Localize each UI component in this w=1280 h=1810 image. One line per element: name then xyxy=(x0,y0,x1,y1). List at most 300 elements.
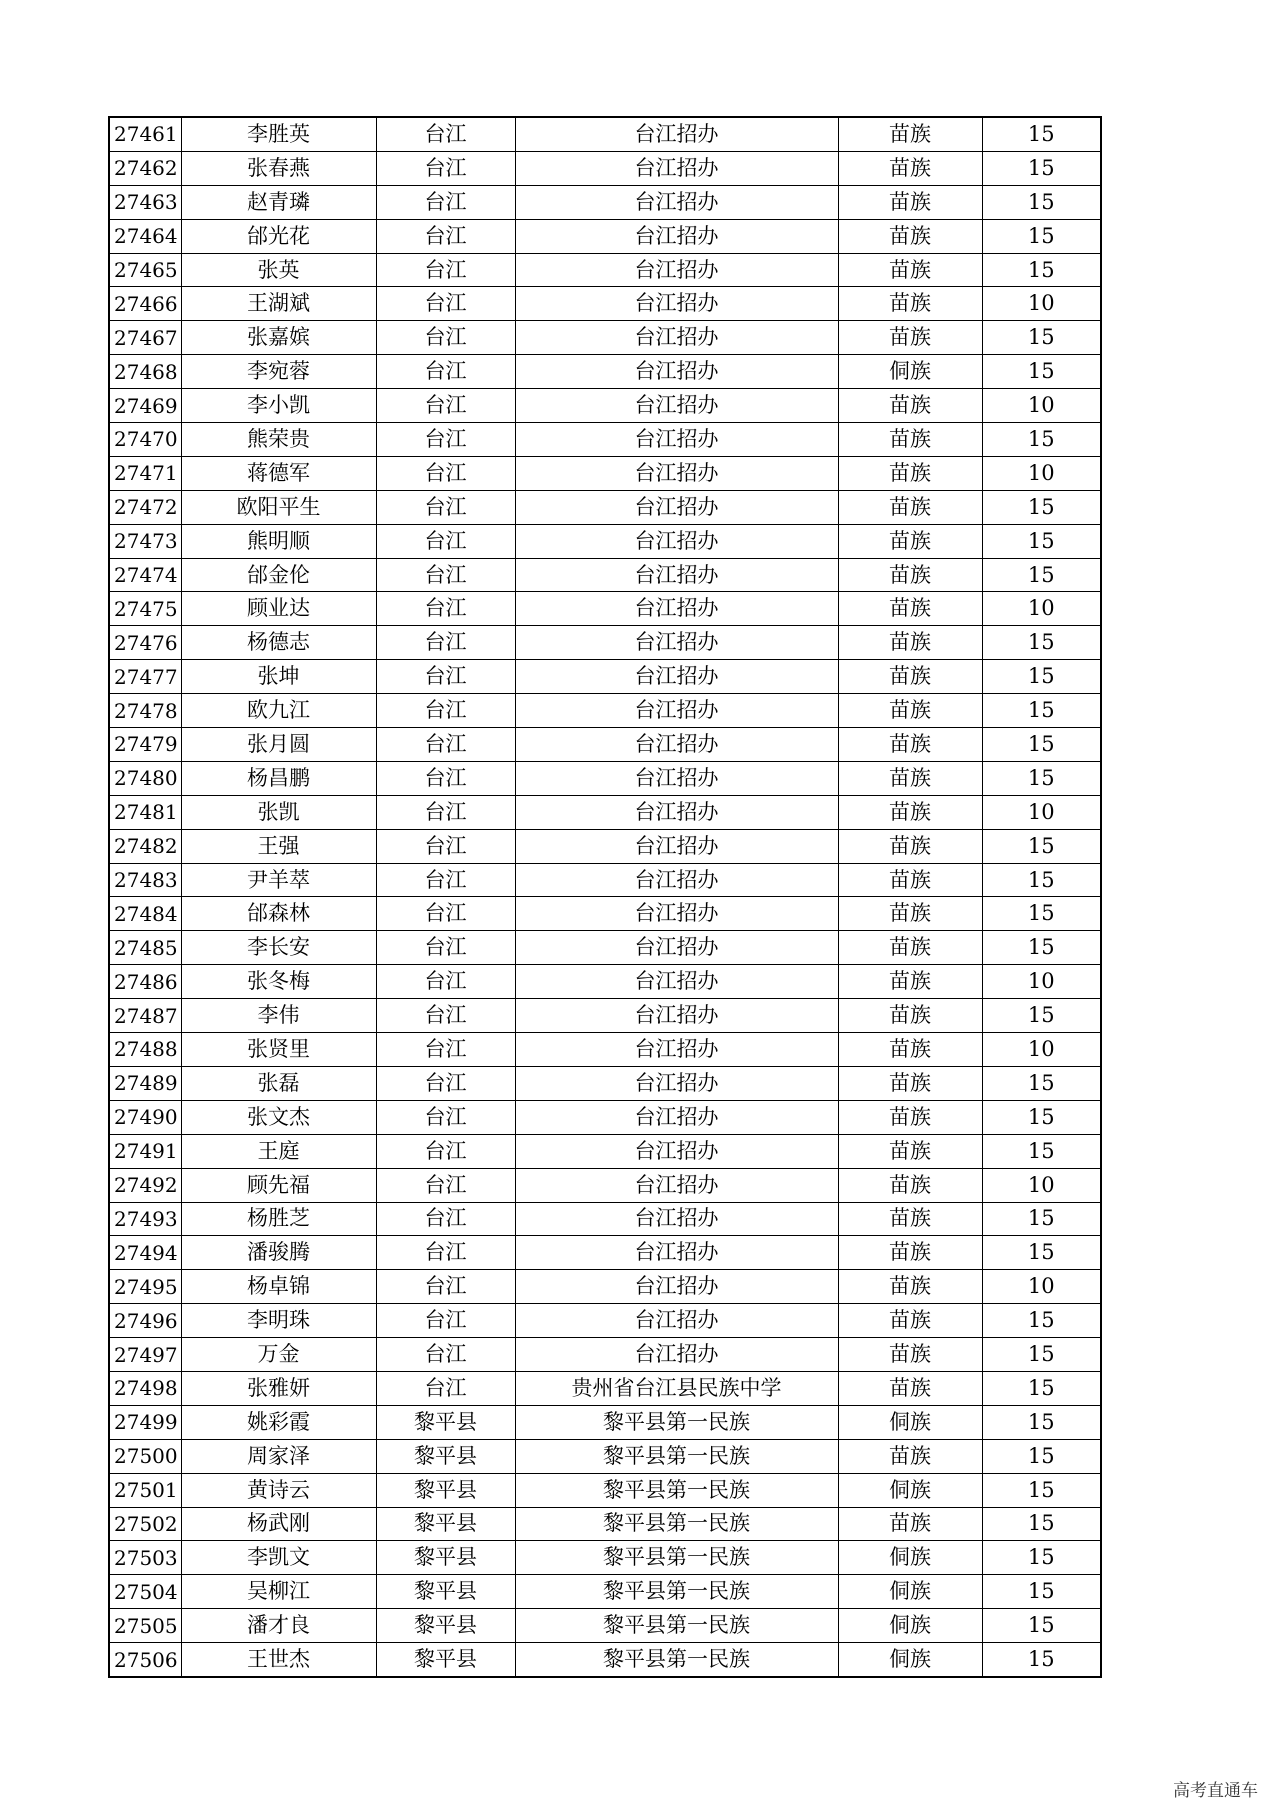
id-cell: 27489 xyxy=(109,1066,181,1100)
ethnicity-cell: 苗族 xyxy=(838,931,982,965)
school-cell: 黎平县第一民族 xyxy=(515,1575,838,1609)
school-cell: 台江招办 xyxy=(515,1202,838,1236)
region-cell: 黎平县 xyxy=(376,1473,515,1507)
name-cell: 吴柳江 xyxy=(181,1575,376,1609)
name-cell: 潘骏腾 xyxy=(181,1236,376,1270)
table-row xyxy=(109,1033,1101,1067)
table-row xyxy=(109,490,1101,524)
points-cell: 15 xyxy=(982,1338,1101,1372)
ethnicity-cell: 苗族 xyxy=(838,1304,982,1338)
table-row xyxy=(109,185,1101,219)
points-cell: 15 xyxy=(982,931,1101,965)
school-cell: 台江招办 xyxy=(515,253,838,287)
region-cell: 台江 xyxy=(376,490,515,524)
school-cell: 台江招办 xyxy=(515,863,838,897)
school-cell: 台江招办 xyxy=(515,1338,838,1372)
name-cell: 顾业达 xyxy=(181,592,376,626)
ethnicity-cell: 苗族 xyxy=(838,829,982,863)
ethnicity-cell: 苗族 xyxy=(838,423,982,457)
name-cell: 熊明顺 xyxy=(181,524,376,558)
table-row xyxy=(109,1473,1101,1507)
region-cell: 台江 xyxy=(376,423,515,457)
ethnicity-cell: 苗族 xyxy=(838,1270,982,1304)
name-cell: 李长安 xyxy=(181,931,376,965)
table-row xyxy=(109,253,1101,287)
table-row xyxy=(109,117,1101,151)
id-cell: 27496 xyxy=(109,1304,181,1338)
points-cell: 15 xyxy=(982,1575,1101,1609)
points-cell: 15 xyxy=(982,490,1101,524)
points-cell: 15 xyxy=(982,1609,1101,1643)
ethnicity-cell: 苗族 xyxy=(838,117,982,151)
region-cell: 台江 xyxy=(376,1371,515,1405)
id-cell: 27500 xyxy=(109,1439,181,1473)
name-cell: 张雅妍 xyxy=(181,1371,376,1405)
school-cell: 黎平县第一民族 xyxy=(515,1507,838,1541)
name-cell: 李伟 xyxy=(181,999,376,1033)
school-cell: 黎平县第一民族 xyxy=(515,1643,838,1677)
region-cell: 台江 xyxy=(376,219,515,253)
school-cell: 台江招办 xyxy=(515,761,838,795)
region-cell: 台江 xyxy=(376,965,515,999)
points-cell: 15 xyxy=(982,423,1101,457)
name-cell: 万金 xyxy=(181,1338,376,1372)
school-cell: 台江招办 xyxy=(515,558,838,592)
region-cell: 台江 xyxy=(376,999,515,1033)
name-cell: 张月圆 xyxy=(181,728,376,762)
ethnicity-cell: 苗族 xyxy=(838,1439,982,1473)
points-cell: 15 xyxy=(982,626,1101,660)
points-cell: 15 xyxy=(982,151,1101,185)
points-cell: 15 xyxy=(982,185,1101,219)
region-cell: 黎平县 xyxy=(376,1609,515,1643)
points-cell: 15 xyxy=(982,999,1101,1033)
id-cell: 27506 xyxy=(109,1643,181,1677)
region-cell: 台江 xyxy=(376,117,515,151)
points-cell: 10 xyxy=(982,965,1101,999)
ethnicity-cell: 侗族 xyxy=(838,1473,982,1507)
points-cell: 15 xyxy=(982,1304,1101,1338)
id-cell: 27465 xyxy=(109,253,181,287)
points-cell: 15 xyxy=(982,1100,1101,1134)
school-cell: 台江招办 xyxy=(515,1100,838,1134)
table-row xyxy=(109,694,1101,728)
id-cell: 27464 xyxy=(109,219,181,253)
points-cell: 15 xyxy=(982,694,1101,728)
table-row xyxy=(109,1100,1101,1134)
name-cell: 邰金伦 xyxy=(181,558,376,592)
points-cell: 10 xyxy=(982,1270,1101,1304)
name-cell: 邰光花 xyxy=(181,219,376,253)
id-cell: 27467 xyxy=(109,321,181,355)
name-cell: 顾先福 xyxy=(181,1168,376,1202)
id-cell: 27478 xyxy=(109,694,181,728)
points-cell: 15 xyxy=(982,558,1101,592)
school-cell: 台江招办 xyxy=(515,660,838,694)
points-cell: 10 xyxy=(982,389,1101,423)
ethnicity-cell: 苗族 xyxy=(838,1100,982,1134)
region-cell: 台江 xyxy=(376,355,515,389)
id-cell: 27475 xyxy=(109,592,181,626)
ethnicity-cell: 苗族 xyxy=(838,1033,982,1067)
points-cell: 15 xyxy=(982,1643,1101,1677)
name-cell: 杨昌鹏 xyxy=(181,761,376,795)
table-row xyxy=(109,728,1101,762)
table-row xyxy=(109,1168,1101,1202)
school-cell: 台江招办 xyxy=(515,1236,838,1270)
region-cell: 台江 xyxy=(376,626,515,660)
ethnicity-cell: 苗族 xyxy=(838,456,982,490)
id-cell: 27483 xyxy=(109,863,181,897)
school-cell: 台江招办 xyxy=(515,151,838,185)
points-cell: 15 xyxy=(982,355,1101,389)
id-cell: 27499 xyxy=(109,1405,181,1439)
name-cell: 周家泽 xyxy=(181,1439,376,1473)
points-cell: 10 xyxy=(982,592,1101,626)
school-cell: 台江招办 xyxy=(515,490,838,524)
table-body xyxy=(109,117,1101,1677)
ethnicity-cell: 苗族 xyxy=(838,660,982,694)
ethnicity-cell: 苗族 xyxy=(838,253,982,287)
name-cell: 李明珠 xyxy=(181,1304,376,1338)
region-cell: 台江 xyxy=(376,456,515,490)
region-cell: 台江 xyxy=(376,761,515,795)
points-cell: 15 xyxy=(982,863,1101,897)
id-cell: 27504 xyxy=(109,1575,181,1609)
points-cell: 15 xyxy=(982,321,1101,355)
table-row xyxy=(109,1338,1101,1372)
points-cell: 10 xyxy=(982,1033,1101,1067)
id-cell: 27501 xyxy=(109,1473,181,1507)
region-cell: 台江 xyxy=(376,321,515,355)
id-cell: 27472 xyxy=(109,490,181,524)
points-cell: 15 xyxy=(982,660,1101,694)
ethnicity-cell: 侗族 xyxy=(838,355,982,389)
school-cell: 台江招办 xyxy=(515,423,838,457)
region-cell: 台江 xyxy=(376,795,515,829)
name-cell: 李宛蓉 xyxy=(181,355,376,389)
points-cell: 15 xyxy=(982,1236,1101,1270)
points-cell: 15 xyxy=(982,728,1101,762)
id-cell: 27497 xyxy=(109,1338,181,1372)
table-row xyxy=(109,999,1101,1033)
points-cell: 10 xyxy=(982,456,1101,490)
name-cell: 李小凯 xyxy=(181,389,376,423)
region-cell: 台江 xyxy=(376,1338,515,1372)
points-cell: 15 xyxy=(982,1371,1101,1405)
region-cell: 黎平县 xyxy=(376,1439,515,1473)
name-cell: 张磊 xyxy=(181,1066,376,1100)
id-cell: 27474 xyxy=(109,558,181,592)
table-row xyxy=(109,1541,1101,1575)
name-cell: 张文杰 xyxy=(181,1100,376,1134)
school-cell: 台江招办 xyxy=(515,1066,838,1100)
ethnicity-cell: 苗族 xyxy=(838,1066,982,1100)
region-cell: 台江 xyxy=(376,829,515,863)
name-cell: 李胜英 xyxy=(181,117,376,151)
table-row xyxy=(109,592,1101,626)
points-cell: 15 xyxy=(982,1507,1101,1541)
ethnicity-cell: 苗族 xyxy=(838,1134,982,1168)
table-row xyxy=(109,1134,1101,1168)
name-cell: 杨胜芝 xyxy=(181,1202,376,1236)
id-cell: 27469 xyxy=(109,389,181,423)
table-row xyxy=(109,1371,1101,1405)
name-cell: 赵青璘 xyxy=(181,185,376,219)
ethnicity-cell: 苗族 xyxy=(838,626,982,660)
region-cell: 黎平县 xyxy=(376,1405,515,1439)
name-cell: 张凯 xyxy=(181,795,376,829)
school-cell: 台江招办 xyxy=(515,1304,838,1338)
table-row xyxy=(109,897,1101,931)
region-cell: 台江 xyxy=(376,524,515,558)
region-cell: 台江 xyxy=(376,1236,515,1270)
id-cell: 27493 xyxy=(109,1202,181,1236)
points-cell: 15 xyxy=(982,524,1101,558)
points-cell: 15 xyxy=(982,219,1101,253)
ethnicity-cell: 苗族 xyxy=(838,999,982,1033)
id-cell: 27495 xyxy=(109,1270,181,1304)
name-cell: 姚彩霞 xyxy=(181,1405,376,1439)
region-cell: 黎平县 xyxy=(376,1507,515,1541)
id-cell: 27492 xyxy=(109,1168,181,1202)
id-cell: 27468 xyxy=(109,355,181,389)
id-cell: 27479 xyxy=(109,728,181,762)
school-cell: 台江招办 xyxy=(515,219,838,253)
points-cell: 10 xyxy=(982,287,1101,321)
id-cell: 27486 xyxy=(109,965,181,999)
points-cell: 15 xyxy=(982,1473,1101,1507)
school-cell: 台江招办 xyxy=(515,1270,838,1304)
table-row xyxy=(109,389,1101,423)
school-cell: 台江招办 xyxy=(515,626,838,660)
school-cell: 台江招办 xyxy=(515,829,838,863)
school-cell: 台江招办 xyxy=(515,287,838,321)
region-cell: 台江 xyxy=(376,1202,515,1236)
school-cell: 台江招办 xyxy=(515,965,838,999)
points-cell: 15 xyxy=(982,1134,1101,1168)
region-cell: 台江 xyxy=(376,931,515,965)
id-cell: 27461 xyxy=(109,117,181,151)
ethnicity-cell: 苗族 xyxy=(838,694,982,728)
table-row xyxy=(109,151,1101,185)
table-row xyxy=(109,1202,1101,1236)
table-row xyxy=(109,1270,1101,1304)
name-cell: 张冬梅 xyxy=(181,965,376,999)
name-cell: 张贤里 xyxy=(181,1033,376,1067)
school-cell: 台江招办 xyxy=(515,524,838,558)
ethnicity-cell: 苗族 xyxy=(838,795,982,829)
points-cell: 15 xyxy=(982,1202,1101,1236)
id-cell: 27488 xyxy=(109,1033,181,1067)
table-row xyxy=(109,423,1101,457)
ethnicity-cell: 侗族 xyxy=(838,1541,982,1575)
id-cell: 27463 xyxy=(109,185,181,219)
table-row xyxy=(109,1643,1101,1677)
name-cell: 潘才良 xyxy=(181,1609,376,1643)
ethnicity-cell: 苗族 xyxy=(838,1168,982,1202)
points-cell: 15 xyxy=(982,1405,1101,1439)
id-cell: 27480 xyxy=(109,761,181,795)
region-cell: 台江 xyxy=(376,558,515,592)
school-cell: 台江招办 xyxy=(515,1168,838,1202)
ethnicity-cell: 苗族 xyxy=(838,965,982,999)
school-cell: 台江招办 xyxy=(515,185,838,219)
region-cell: 台江 xyxy=(376,897,515,931)
table-row xyxy=(109,355,1101,389)
id-cell: 27477 xyxy=(109,660,181,694)
ethnicity-cell: 苗族 xyxy=(838,1202,982,1236)
region-cell: 台江 xyxy=(376,1168,515,1202)
school-cell: 台江招办 xyxy=(515,1033,838,1067)
id-cell: 27490 xyxy=(109,1100,181,1134)
table-row xyxy=(109,524,1101,558)
ethnicity-cell: 侗族 xyxy=(838,1643,982,1677)
name-cell: 张嘉嫔 xyxy=(181,321,376,355)
region-cell: 台江 xyxy=(376,694,515,728)
school-cell: 黎平县第一民族 xyxy=(515,1541,838,1575)
table-row xyxy=(109,863,1101,897)
school-cell: 台江招办 xyxy=(515,897,838,931)
table-row xyxy=(109,1236,1101,1270)
ethnicity-cell: 苗族 xyxy=(838,1507,982,1541)
school-cell: 台江招办 xyxy=(515,355,838,389)
id-cell: 27473 xyxy=(109,524,181,558)
name-cell: 张英 xyxy=(181,253,376,287)
ethnicity-cell: 苗族 xyxy=(838,389,982,423)
table-row xyxy=(109,321,1101,355)
table-row xyxy=(109,1304,1101,1338)
points-cell: 15 xyxy=(982,253,1101,287)
points-cell: 15 xyxy=(982,1439,1101,1473)
id-cell: 27462 xyxy=(109,151,181,185)
name-cell: 王庭 xyxy=(181,1134,376,1168)
ethnicity-cell: 苗族 xyxy=(838,490,982,524)
school-cell: 贵州省台江县民族中学 xyxy=(515,1371,838,1405)
region-cell: 黎平县 xyxy=(376,1541,515,1575)
region-cell: 黎平县 xyxy=(376,1575,515,1609)
id-cell: 27491 xyxy=(109,1134,181,1168)
points-cell: 15 xyxy=(982,1066,1101,1100)
name-cell: 杨武刚 xyxy=(181,1507,376,1541)
name-cell: 王世杰 xyxy=(181,1643,376,1677)
ethnicity-cell: 苗族 xyxy=(838,761,982,795)
school-cell: 台江招办 xyxy=(515,795,838,829)
score-table xyxy=(108,116,1102,1678)
id-cell: 27471 xyxy=(109,456,181,490)
id-cell: 27502 xyxy=(109,1507,181,1541)
table-row xyxy=(109,795,1101,829)
footer-brand: 高考直通车 xyxy=(1173,1781,1258,1801)
table-row xyxy=(109,660,1101,694)
table-row xyxy=(109,1609,1101,1643)
id-cell: 27484 xyxy=(109,897,181,931)
table-row xyxy=(109,931,1101,965)
points-cell: 15 xyxy=(982,1541,1101,1575)
points-cell: 15 xyxy=(982,117,1101,151)
id-cell: 27505 xyxy=(109,1609,181,1643)
school-cell: 台江招办 xyxy=(515,1134,838,1168)
region-cell: 台江 xyxy=(376,253,515,287)
name-cell: 熊荣贵 xyxy=(181,423,376,457)
name-cell: 张坤 xyxy=(181,660,376,694)
school-cell: 台江招办 xyxy=(515,321,838,355)
region-cell: 台江 xyxy=(376,1304,515,1338)
ethnicity-cell: 苗族 xyxy=(838,897,982,931)
region-cell: 台江 xyxy=(376,660,515,694)
school-cell: 台江招办 xyxy=(515,694,838,728)
table-row xyxy=(109,761,1101,795)
school-cell: 台江招办 xyxy=(515,931,838,965)
ethnicity-cell: 苗族 xyxy=(838,287,982,321)
ethnicity-cell: 苗族 xyxy=(838,185,982,219)
id-cell: 27482 xyxy=(109,829,181,863)
ethnicity-cell: 侗族 xyxy=(838,1405,982,1439)
table-row xyxy=(109,558,1101,592)
region-cell: 台江 xyxy=(376,151,515,185)
school-cell: 台江招办 xyxy=(515,592,838,626)
table-row xyxy=(109,829,1101,863)
ethnicity-cell: 苗族 xyxy=(838,863,982,897)
id-cell: 27481 xyxy=(109,795,181,829)
region-cell: 台江 xyxy=(376,389,515,423)
table-row xyxy=(109,1507,1101,1541)
ethnicity-cell: 苗族 xyxy=(838,151,982,185)
ethnicity-cell: 苗族 xyxy=(838,728,982,762)
ethnicity-cell: 苗族 xyxy=(838,1338,982,1372)
region-cell: 台江 xyxy=(376,592,515,626)
region-cell: 台江 xyxy=(376,728,515,762)
name-cell: 杨德志 xyxy=(181,626,376,660)
region-cell: 台江 xyxy=(376,863,515,897)
table-row xyxy=(109,287,1101,321)
id-cell: 27466 xyxy=(109,287,181,321)
name-cell: 欧阳平生 xyxy=(181,490,376,524)
points-cell: 15 xyxy=(982,897,1101,931)
region-cell: 台江 xyxy=(376,1066,515,1100)
school-cell: 黎平县第一民族 xyxy=(515,1439,838,1473)
table-row xyxy=(109,1405,1101,1439)
ethnicity-cell: 苗族 xyxy=(838,524,982,558)
points-cell: 15 xyxy=(982,761,1101,795)
region-cell: 黎平县 xyxy=(376,1643,515,1677)
points-cell: 15 xyxy=(982,829,1101,863)
ethnicity-cell: 侗族 xyxy=(838,1575,982,1609)
table-row xyxy=(109,965,1101,999)
points-cell: 10 xyxy=(982,795,1101,829)
school-cell: 台江招办 xyxy=(515,456,838,490)
school-cell: 台江招办 xyxy=(515,117,838,151)
school-cell: 黎平县第一民族 xyxy=(515,1609,838,1643)
school-cell: 台江招办 xyxy=(515,728,838,762)
name-cell: 杨卓锦 xyxy=(181,1270,376,1304)
school-cell: 台江招办 xyxy=(515,999,838,1033)
ethnicity-cell: 苗族 xyxy=(838,592,982,626)
name-cell: 尹羊萃 xyxy=(181,863,376,897)
id-cell: 27470 xyxy=(109,423,181,457)
region-cell: 台江 xyxy=(376,185,515,219)
points-cell: 10 xyxy=(982,1168,1101,1202)
id-cell: 27476 xyxy=(109,626,181,660)
region-cell: 台江 xyxy=(376,1270,515,1304)
id-cell: 27487 xyxy=(109,999,181,1033)
region-cell: 台江 xyxy=(376,1033,515,1067)
table-row xyxy=(109,1066,1101,1100)
table-row xyxy=(109,456,1101,490)
id-cell: 27494 xyxy=(109,1236,181,1270)
ethnicity-cell: 苗族 xyxy=(838,1371,982,1405)
ethnicity-cell: 苗族 xyxy=(838,1236,982,1270)
